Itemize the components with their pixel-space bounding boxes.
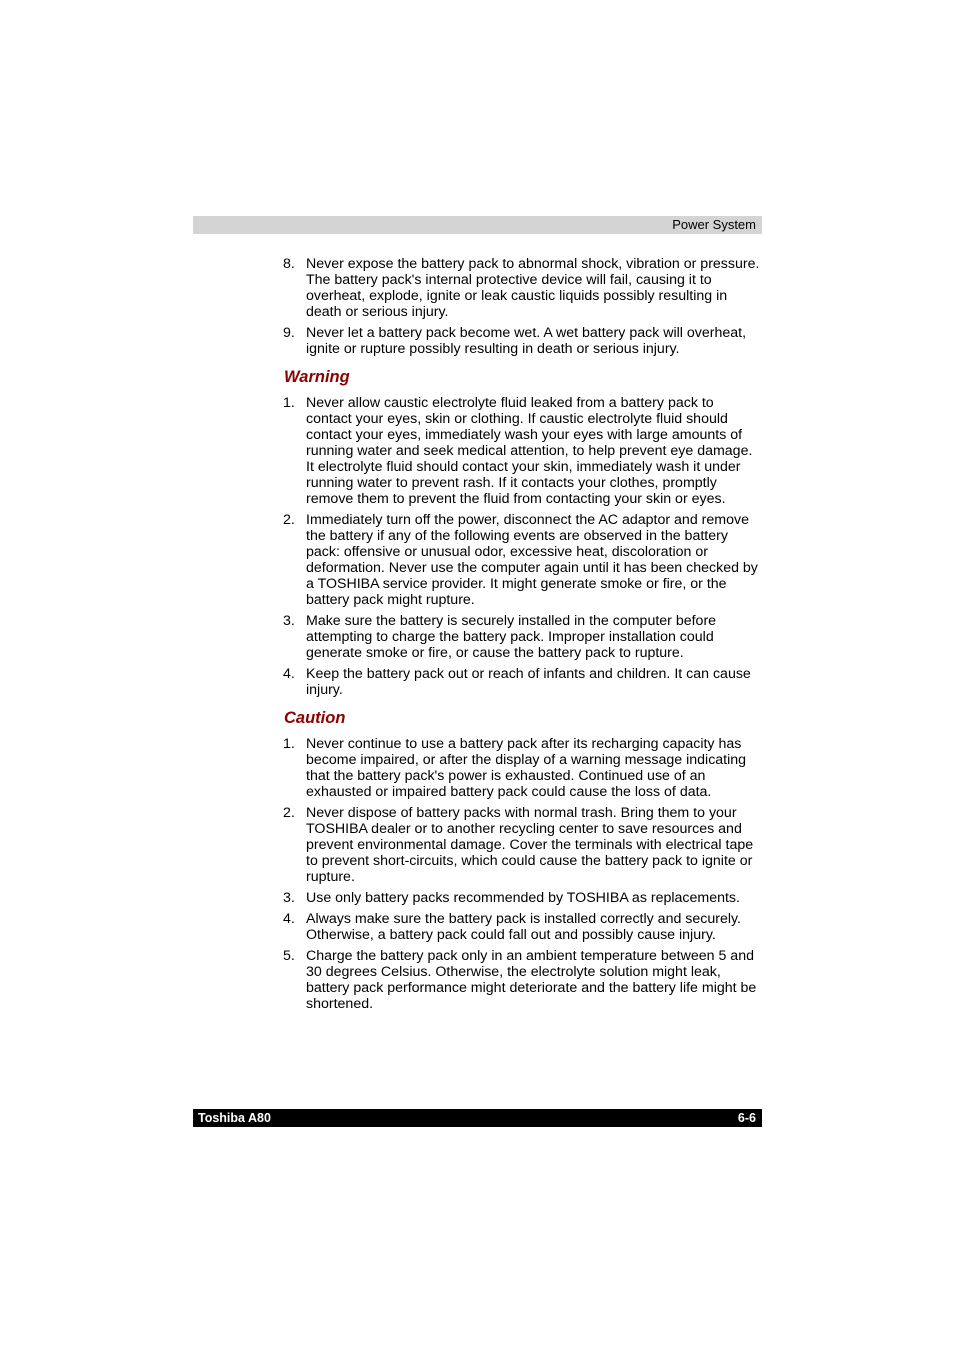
item-number: 9. bbox=[283, 325, 295, 341]
item-text: Immediately turn off the power, disconnect the AC adaptor and remove the battery if any of the following events are observed in the battery pack: offensive or unusual odor, excessive heat, discoloration or deformation. Never use the computer again until it has been checked by a TOSHIBA service provider. It might generate smoke or fire, or the battery pack might rupture. bbox=[306, 512, 758, 608]
item-number: 3. bbox=[283, 613, 295, 629]
caution-list bbox=[283, 736, 761, 1012]
list-item bbox=[283, 736, 761, 800]
list-item bbox=[283, 395, 761, 507]
item-text: Never dispose of battery packs with normal trash. Bring them to your TOSHIBA dealer or to another recycling center to save resources and prevent environmental damage. Cover the terminals with electrical tape to prevent short-circuits, which could cause the battery pack to ignite or rupture. bbox=[306, 805, 754, 885]
list-item bbox=[283, 948, 761, 1012]
list-item bbox=[283, 666, 761, 698]
list-item bbox=[283, 805, 761, 885]
caution-heading: Caution bbox=[284, 709, 346, 727]
running-header bbox=[193, 216, 762, 234]
item-number: 1. bbox=[283, 736, 295, 752]
item-text: Never allow caustic electrolyte fluid leaked from a battery pack to contact your eyes, skin or clothing. If caustic electrolyte fluid should contact your eyes, immediately wash your eyes with large amounts of running water and seek medical attention, to help prevent eye damage. It electrolyte fluid should contact your skin, immediately wash it under running water to prevent rash. If it contacts your clothes, promptly remove them to prevent the fluid from contacting your skin or eyes. bbox=[306, 395, 753, 507]
item-text: Never let a battery pack become wet. A wet battery pack will overheat, ignite or rupture possibly resulting in death or serious injury. bbox=[306, 325, 747, 357]
item-number: 3. bbox=[283, 890, 295, 906]
warning-heading: Warning bbox=[284, 368, 350, 386]
list-item bbox=[283, 325, 761, 357]
running-footer bbox=[193, 1109, 762, 1127]
item-number: 4. bbox=[283, 666, 295, 682]
page-body bbox=[283, 256, 761, 1017]
item-text: Make sure the battery is securely installed in the computer before attempting to charge the battery pack. Improper installation could generate smoke or fire, or cause the battery pack to rupture. bbox=[306, 613, 717, 661]
footer-model: Toshiba A80 bbox=[198, 1111, 271, 1125]
item-text: Always make sure the battery pack is installed correctly and securely. Otherwise, a battery pack could fall out and possibly cause injury. bbox=[306, 911, 742, 943]
list-item bbox=[283, 613, 761, 661]
item-number: 1. bbox=[283, 395, 295, 411]
list-item bbox=[283, 512, 761, 608]
section-title: Power System bbox=[672, 217, 756, 232]
item-number: 2. bbox=[283, 512, 295, 528]
warning-list bbox=[283, 395, 761, 698]
item-number: 8. bbox=[283, 256, 295, 272]
item-text: Charge the battery pack only in an ambient temperature between 5 and 30 degrees Celsius. Otherwise, the electrolyte solution might leak, battery pack performance might deteriorate and the battery life might be shortened. bbox=[306, 948, 757, 1012]
list-item bbox=[283, 890, 761, 906]
item-number: 2. bbox=[283, 805, 295, 821]
list-item bbox=[283, 256, 761, 320]
page-number: 6-6 bbox=[737, 1111, 756, 1125]
item-text: Use only battery packs recommended by TOSHIBA as replacements. bbox=[306, 890, 740, 906]
item-text: Never expose the battery pack to abnormal shock, vibration or pressure. The battery pack's internal protective device will fail, causing it to overheat, explode, ignite or leak caustic liquids possibly resulting in death or serious injury. bbox=[306, 256, 760, 320]
list-item bbox=[283, 911, 761, 943]
item-text: Never continue to use a battery pack after its recharging capacity has become impaired, or after the display of a warning message indicating that the battery pack's power is exhausted. Continued use of an exhausted or impaired battery pack could cause the loss of data. bbox=[306, 736, 747, 800]
item-text: Keep the battery pack out or reach of infants and children. It can cause injury. bbox=[306, 666, 751, 698]
item-number: 5. bbox=[283, 948, 295, 964]
continued-safety-list bbox=[283, 256, 761, 357]
item-number: 4. bbox=[283, 911, 295, 927]
